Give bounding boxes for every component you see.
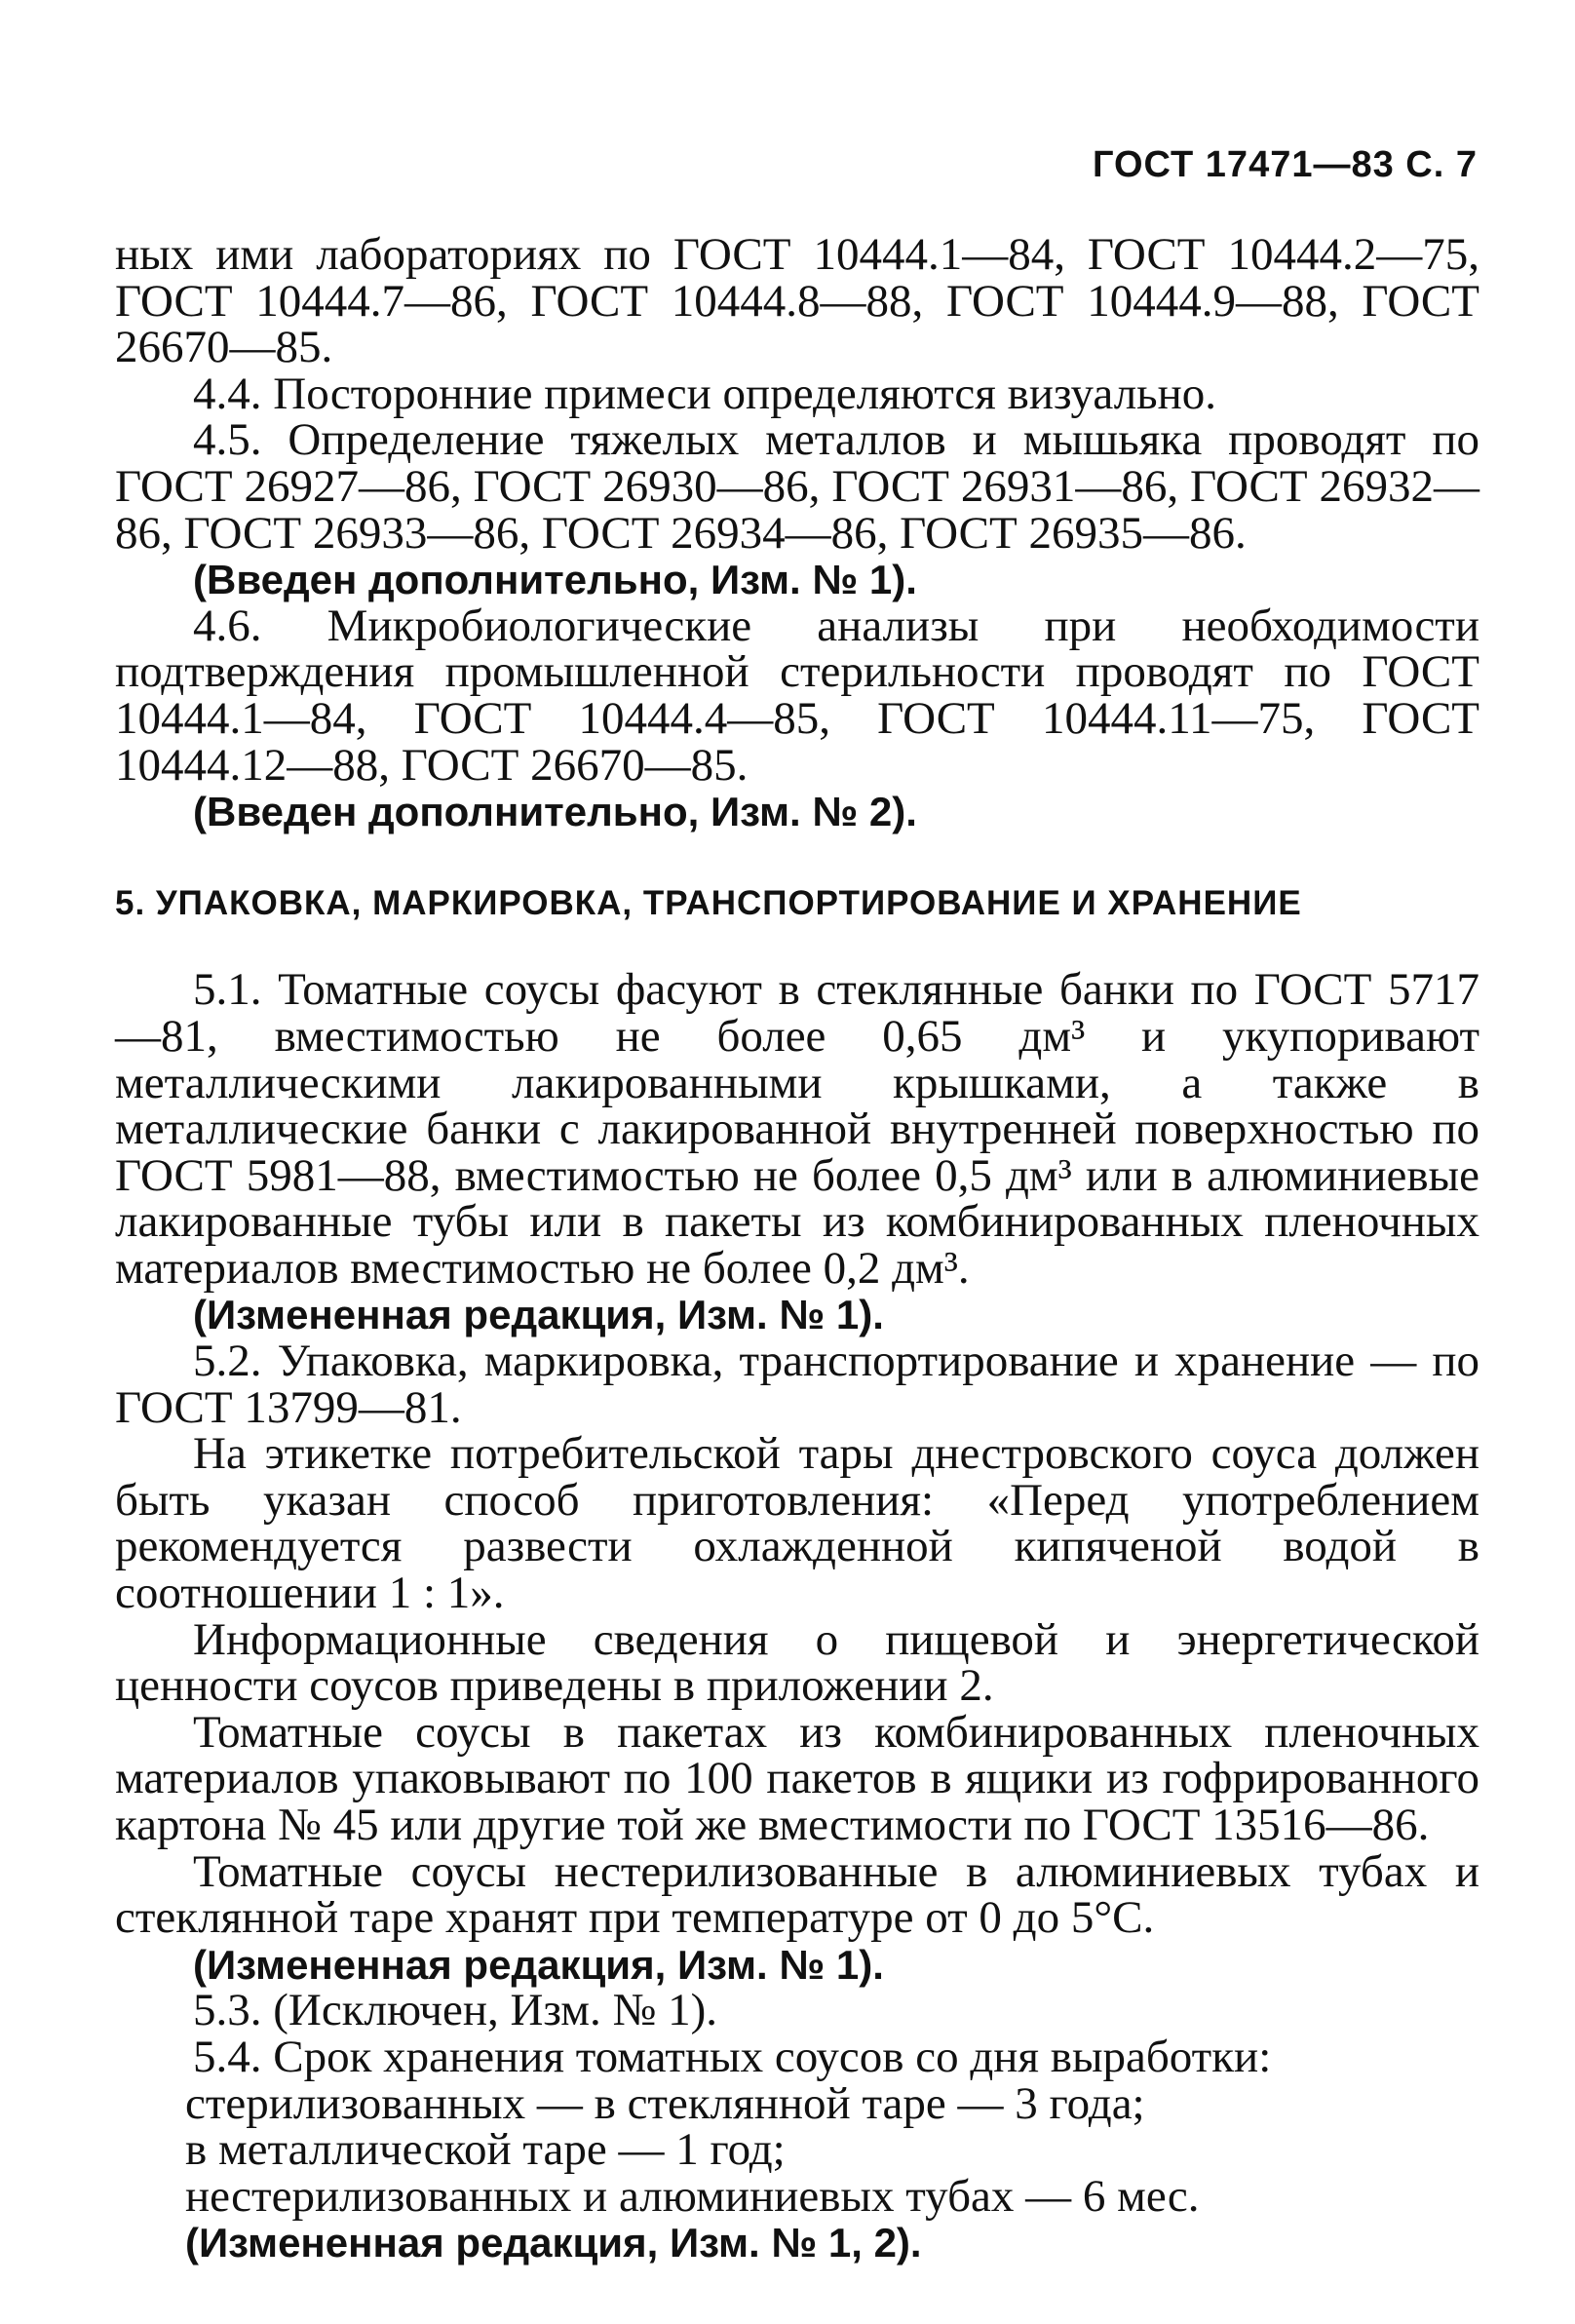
paragraph-4-5: 4.5. Определение тяжелых металлов и мышьяка проводят по ГОСТ 26927—86, ГОСТ 26930—86, ГОСТ 26931—86, ГОСТ 26932—86, ГОСТ 26933—86, ГОСТ 26934—86, ГОСТ 26935—86. (115, 414, 1479, 559)
amendment-note-4-5: (Введен дополнительно, Изм. № 1). (193, 557, 917, 603)
continued-paragraph: ных ими лабораториях по ГОСТ 10444.1—84, ГОСТ 10444.2—75, ГОСТ 10444.7—86, ГОСТ 10444.8—88, ГОСТ 10444.9—88, ГОСТ 26670—85. (115, 229, 1479, 373)
paragraph-5-3 (115, 1985, 1479, 2036)
paragraph-5-1: 5.1. Томатные соусы фасуют в стеклянные банки по ГОСТ 5717—81, вместимостью не более 0,65 дм³ и укупоривают металлическими лакированными крышками, а также в металлические банки с лакированной внутренней поверхностью по ГОСТ 5981—88, вместимостью не более 0,5 дм³ или в алюминиевые лакированные тубы или в пакеты из комбинированных пленочных материалов вместимостью не более 0,2 дм³. (115, 964, 1479, 1294)
paragraph-5-3-text: 5.3. (Исключен, Изм. № 1). (193, 1985, 718, 2036)
paragraph-5-4-nonsterile: нестерилизованных и алюминиевых тубах — 6 мес. (185, 2170, 1200, 2222)
paragraph-5-4: 5.4. Срок хранения томатных соусов со дня выработки: (193, 2031, 1272, 2082)
amendment-note-5-4: (Измененная редакция, Изм. № 1, 2). (185, 2220, 922, 2266)
page-header: ГОСТ 17471—83 С. 7 (1092, 144, 1478, 185)
paragraph-4-6: 4.6. Микробиологические анализы при необходимости подтверждения промышленной стерильности проводят по ГОСТ 10444.1—84, ГОСТ 10444.4—85, ГОСТ 10444.11—75, ГОСТ 10444.12—88, ГОСТ 26670—85. (115, 600, 1479, 791)
paragraph-4-4: 4.4. Посторонние примеси определяются визуально. (193, 368, 1216, 419)
paragraph-5-2-storage: Томатные соусы нестерилизованные в алюминиевых тубах и стеклянной таре хранят при температуре от 0 до 5°С. (115, 1845, 1479, 1944)
amendment-note-4-6: (Введен дополнительно, Изм. № 2). (193, 789, 917, 835)
document-body (115, 229, 1479, 2266)
paragraph-5-4-metal: в металлической таре — 1 год; (185, 2124, 786, 2176)
amendment-note-5-1: (Измененная редакция, Изм. № 1). (193, 1292, 884, 1338)
section-5-title: 5. УПАКОВКА, МАРКИРОВКА, ТРАНСПОРТИРОВАНИЕ И ХРАНЕНИЕ (115, 883, 1302, 922)
paragraph-5-2-info: Информационные сведения о пищевой и энергетической ценности соусов приведены в приложении 2. (115, 1613, 1479, 1712)
paragraph-5-2-label: На этикетке потребительской тары днестровского соуса должен быть указан способ приготовления: «Перед употреблением рекомендуется развести охлажденной кипяченой водой в соотношении 1 : 1». (115, 1428, 1479, 1619)
paragraph-5-2-pack: Томатные соусы в пакетах из комбинированных пленочных материалов упаковывают по 100 пакетов в ящики из гофрированного картона № 45 или другие той же вместимости по ГОСТ 13516—86. (115, 1706, 1479, 1850)
paragraph-5-4-sterilized: стерилизованных — в стеклянной таре — 3 года; (185, 2077, 1145, 2129)
paragraph-5-2: 5.2. Упаковка, маркировка, транспортирование и хранение — по ГОСТ 13799—81. (115, 1336, 1479, 1433)
amendment-note-5-2: (Измененная редакция, Изм. № 1). (193, 1941, 884, 1988)
